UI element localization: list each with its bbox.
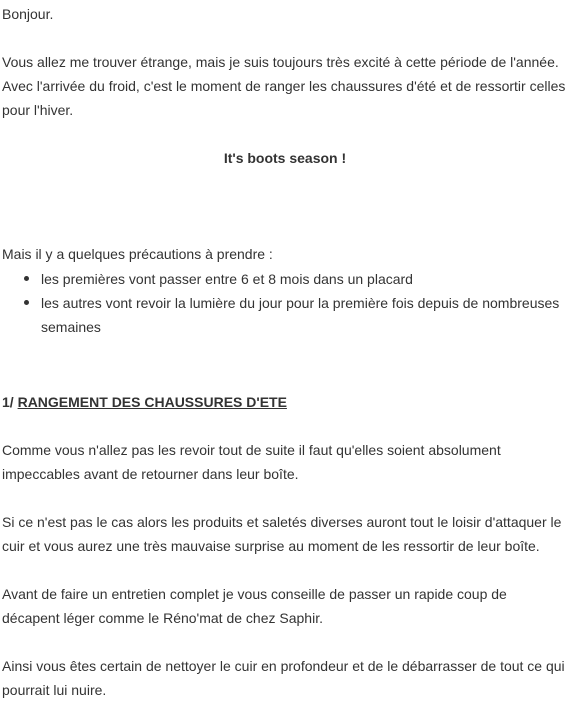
list-item: les autres vont revoir la lumière du jour pour la première fois depuis de nombreuses [41, 295, 560, 311]
paragraph-line: Comme vous n'allez pas les revoir tout de suite il faut qu'elles soient absolument [2, 442, 501, 458]
section-number: 1/ [2, 394, 14, 410]
bullet-dot-icon [24, 276, 29, 281]
paragraph-line: Avant de faire un entretien complet je vous conseille de passer un rapide coup de [2, 586, 507, 602]
intro-paragraph-line: Avec l'arrivée du froid, c'est le moment de ranger les chaussures d'été et de ressortir celles [2, 78, 566, 94]
paragraph-line: décapent léger comme le Réno'mat de chez Saphir. [2, 610, 323, 626]
bullet-dot-icon [24, 300, 29, 305]
paragraph-line: pourrait lui nuire. [2, 682, 107, 698]
list-item-continuation: semaines [41, 319, 101, 335]
section-title: RANGEMENT DES CHAUSSURES D'ETE [17, 394, 287, 410]
paragraph-line: impeccables avant de retourner dans leur boîte. [2, 466, 299, 482]
section-heading [2, 390, 287, 414]
paragraph-line: cuir et vous aurez une très mauvaise surprise au moment de les ressortir de leur boîte. [2, 538, 540, 554]
intro-paragraph-line: Vous allez me trouver étrange, mais je suis toujours très excité à cette période de l'année. [2, 54, 559, 70]
greeting-text: Bonjour. [2, 6, 54, 22]
paragraph-line: Si ce n'est pas le cas alors les produits et saletés diverses auront tout le loisir d'attaquer le [2, 514, 562, 530]
precautions-intro: Mais il y a quelques précautions à prendre : [2, 246, 273, 262]
paragraph-line: Ainsi vous êtes certain de nettoyer le cuir en profondeur et de le débarrasser de tout ce qui [2, 658, 565, 674]
headline: It's boots season ! [223, 150, 347, 166]
intro-paragraph-line: pour l'hiver. [2, 102, 74, 118]
list-item: les premières vont passer entre 6 et 8 mois dans un placard [41, 271, 413, 287]
